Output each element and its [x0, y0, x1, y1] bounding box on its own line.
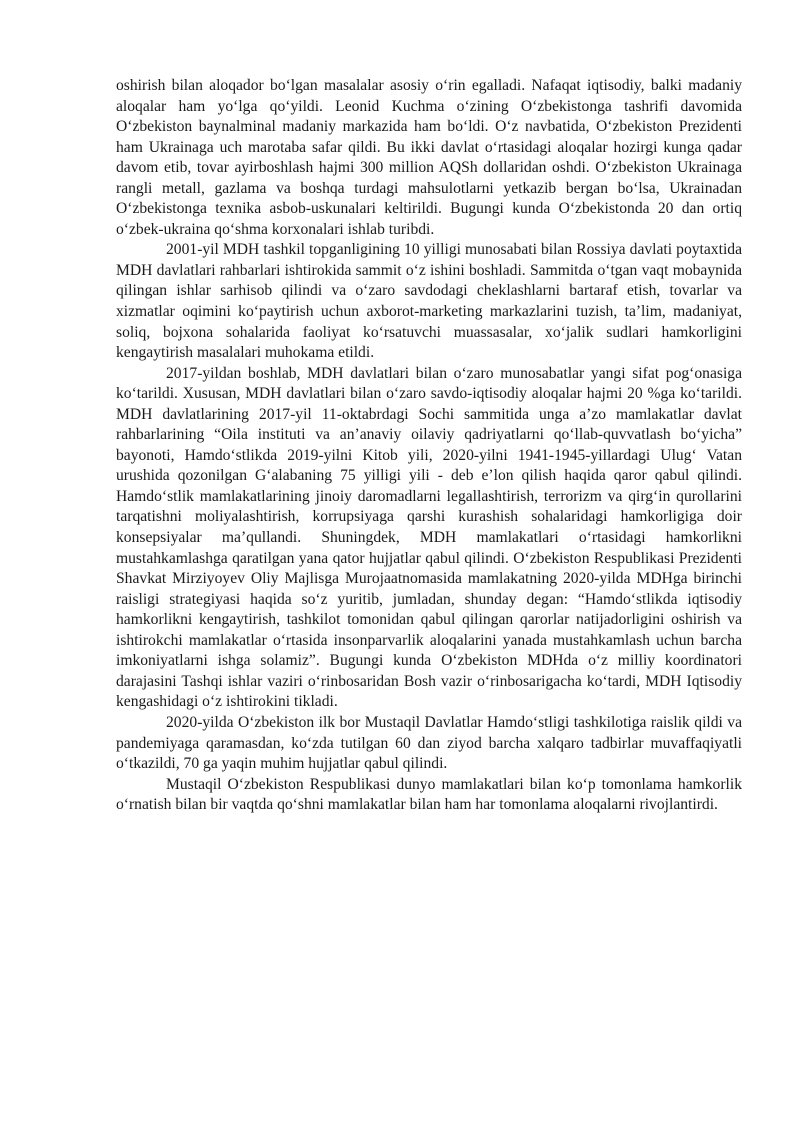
document-page	[116, 76, 742, 816]
paragraph-cis-chairmanship-2020: 2020-yilda O‘zbekiston ilk bor Mustaqil Davlatlar Hamdo‘stligi tashkilotiga raislik qildi va pandemiyaga qaramasdan, ko‘zda tutilgan 60 dan ziyod barcha xalqaro tadbirlar muvaffaqiyatli o‘tkazildi, 70 ga yaqin muhim hujjatlar qabul qilindi.	[116, 713, 742, 773]
paragraph-cis-2001-summit: 2001-yil MDH tashkil topganligining 10 yilligi munosabati bilan Rossiya davlati poytaxtida MDH davlatlari rahbarlari ishtirokida sammit o‘z ishini boshladi. Sammitda o‘tgan vaqt mobaynida qilingan ishlar sarhisob qilindi va o‘zaro savdodagi cheklashlarni bartaraf etish, tovarlar va xizmatlar oqimini ko‘paytirish uchun axborot-marketing markazlarini tuzish, ta’lim, madaniyat, soliq, bojxona sohalarida faoliyat ko‘rsatuvchi muassasalar, xo‘jalik sudlari hamkorligini kengaytirish masalalari muhokama etildi.	[116, 241, 742, 362]
paragraph-cis-since-2017: 2017-yildan boshlab, MDH davlatlari bilan o‘zaro munosabatlar yangi sifat pog‘onasiga ko‘tarildi. Xususan, MDH davlatlari bilan o‘zaro savdo-iqtisodiy aloqalar hajmi 20 %ga ko‘tarildi. MDH davlatlarining 2017-yil 11-oktabrdagi Sochi sammitida unga a’zo mamlakatlar davlat rahbarlarining “Oila instituti va an’anaviy oilaviy qadriyatlarni qo‘llab-quvvatlash bo‘yicha” bayonoti, Hamdo‘stlikda 2019-yilni Kitob yili, 2020-yilni 1941-1945-yillardagi Ulug‘ Vatan urushida qozonilgan G‘alabaning 75 yilligi yili - deb e’lon qilish haqida qaror qabul qilindi. Hamdo‘stlik mamlakatlarining jinoiy daromadlarni legallashtirish, terrorizm va qirg‘in qurollarini tarqatishni moliyalashtirish, korrupsiyaga qarshi kurashish sohalaridagi hamkorligiga doir konsepsiyalar ma’qullandi. Shuningdek, MDH mamlakatlari o‘rtasidagi hamkorlikni mustahkamlashga qaratilgan yana qator hujjatlar qabul qilindi. O‘zbekiston Respublikasi Prezidenti Shavkat Mirziyoyev Oliy Majlisga Murojaatnomasida mamlakatning 2020-yilda MDHga birinchi raisligi strategiyasi haqida so‘z yuritib, jumladan, shunday degan: “Hamdo‘stlikda iqtisodiy hamkorlikni kengaytirish, tashkilot tomonidan qabul qilingan qarorlar natijadorligini oshirish va ishtirokchi mamlakatlar o‘rtasida insonparvarlik aloqalarini yanada mustahkamlash uchun barcha imkoniyatlarni ishga solamiz”. Bugungi kunda O‘zbekiston MDHda o‘z milliy koordinatori darajasini Tashqi ishlar vaziri o‘rinbosaridan Bosh vazir o‘rinbosarigacha ko‘tardi, MDH Iqtisodiy kengashidagi o‘z ishtirokini tikladi.	[116, 364, 742, 711]
paragraph-uzbekistan-ukraine-relations: oshirish bilan aloqador bo‘lgan masalalar asosiy o‘rin egalladi. Nafaqat iqtisodiy, balki madaniy aloqalar ham yo‘lga qo‘yildi. Leonid Kuchma o‘zining O‘zbekistonga tashrifi davomida O‘zbekiston baynalminal madaniy markazida ham bo‘ldi. O‘z navbatida, O‘zbekiston Prezidenti ham Ukrainaga uch marotaba safar qildi. Bu ikki davlat o‘rtasidagi aloqalar hozirgi kunga qadar davom etib, tovar ayirboshlash hajmi 300 million AQSh dollaridan oshdi. O‘zbekiston Ukrainaga rangli metall, gazlama va boshqa turdagi mahsulotlarni yetkazib bergan bo‘lsa, Ukrainadan O‘zbekistonga texnika asbob-uskunalari keltirildi. Bugungi kunda O‘zbekistonda 20 dan ortiq o‘zbek-ukraina qo‘shma korxonalari ishlab turibdi.	[116, 77, 742, 238]
paragraph-neighbor-relations: Mustaqil O‘zbekiston Respublikasi dunyo mamlakatlari bilan ko‘p tomonlama hamkorlik o‘rnatish bilan bir vaqtda qo‘shni mamlakatlar bilan ham har tomonlama aloqalarni rivojlantirdi.	[116, 775, 742, 814]
